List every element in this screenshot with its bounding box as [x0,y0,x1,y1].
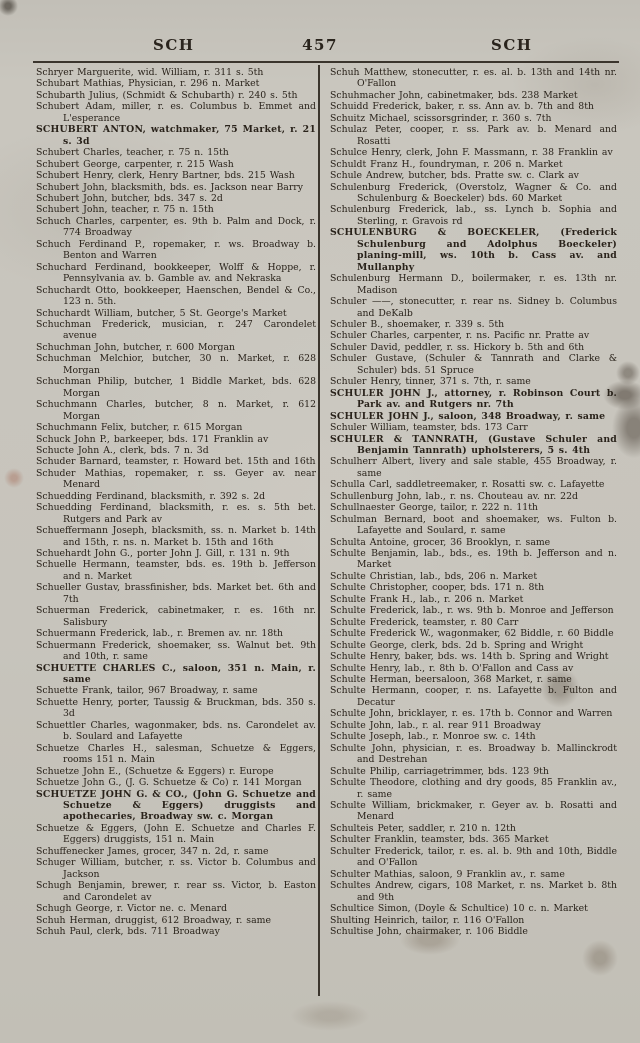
directory-entry: SCHULER JOHN J., saloon, 348 Broadway, r. same [330,410,606,422]
directory-entry: Schulte Henry, lab., r. 8th b. O'Fallon and Cass av [330,662,574,674]
directory-entry: SCHUBERT ANTON, watchmaker, 75 Market, r. 21 s. 3d [36,124,316,147]
directory-entry: Schuler ——, stonecutter, r. rear ns. Sidney b. Columbus and DeKalb [330,296,617,319]
directory-entry: Schubert Henry, clerk, Henry Bartner, bds. 215 Wash [36,170,295,182]
directory-entry: Schulte Frederick, lab., r. ws. 9th b. Monroe and Jefferson [330,605,614,617]
directory-entry: Schuch Charles, carpenter, es. 9th b. Palm and Dock, r. 774 Broadway [36,215,316,239]
directory-entry: Schueller Gustav, brassfinisher, bds. Market bet. 6th and 7th [36,582,316,605]
directory-entry: Schuger William, butcher, r. ss. Victor b. Columbus and Jackson [36,857,316,880]
directory-entry: Schulte Henry, baker, bds. ws. 14th b. Spring and Wright [330,651,609,663]
directory-entry: Schullnaester George, tailor, r. 222 n. 11th [330,502,538,514]
directory-entry: Schulte William, brickmaker, r. Geyer av. b. Rosatti and Menard [330,800,617,823]
directory-entry: Schuldt Franz H., foundryman, r. 206 n. Market [330,158,563,170]
directory-entry: Schulte George, clerk, bds. 2d b. Spring and Wright [330,639,584,651]
directory-entry: SCHUETZE JOHN G. & CO., (John G. Schuetze and Schuetze & Eggers) druggists and apothecaries, Broadway sw. c. Morgan [36,788,316,823]
directory-entry: Schuder Mathias, ropemaker, r. ss. Geyer av. near Menard [36,467,316,491]
directory-entry: Schulte John, physician, r. es. Broadway b. Mallinckrodt and Destrehan [330,742,617,766]
directory-entry: Schulte Theodore, clothing and dry goods, 85 Franklin av., r. same [330,777,617,800]
page-header [0,36,640,60]
directory-entry: Schulte Frederick W., wagonmaker, 62 Biddle, r. 60 Biddle [330,628,614,640]
directory-entry: Schulenburg Hermann D., boilermaker, r. es. 13th nr. Madison [330,273,617,296]
directory-entry: Schulta Antoine, grocer, 36 Brooklyn, r. same [330,536,551,548]
directory-entry: Schuler B., shoemaker, r. 339 s. 5th [330,318,505,330]
directory-entry: Schueffermann Joseph, blacksmith, ss. n. Market b. 14th and 15th, r. ns. n. Market b. 15th and 16th [36,525,316,548]
directory-entry: Schuettler Charles, wagonmaker, bds. ns. Carondelet av. b. Soulard and Lafayette [36,719,316,743]
directory-entry: Schuchardt William, butcher, 5 St. George's Market [36,307,287,319]
directory-entry: Schulte Christian, lab., bds, 206 n. Market [330,570,538,582]
directory-entry: Schulenburg Frederick, (Overstolz, Wagner & Co. and Schulenburg & Boeckeler) bds. 60 Market [330,181,617,204]
directory-entry: Schullenburg John, lab., r. ns. Chouteau av. nr. 22d [330,490,578,502]
column-divider-rule [318,65,320,996]
directory-entry: Schulte Philip, carriagetrimmer, bds. 123 9th [330,765,549,777]
directory-entry: Schulte Benjamin, lab., bds., es. 19th b. Jefferson and n. Market [330,548,617,571]
directory-entry: Schuler Henry, tinner, 371 s. 7th, r. same [330,376,531,388]
directory-entry: Schuchmann Charles, butcher, 8 n. Market, r. 612 Morgan [36,399,316,422]
directory-entry: Schulte John, bricklayer, r. es. 17th b. Connor and Warren [330,708,613,720]
directory-entry: Schultes Andrew, cigars, 108 Market, r. ns. Market b. 8th and 9th [330,880,617,903]
directory-entry: Schulce Henry, clerk, John F. Massmann, r. 38 Franklin av [330,147,613,159]
directory-entry: Schuchman John, butcher, r. 600 Morgan [36,341,236,353]
directory-entry: SCHULER & TANNRATH, (Gustave Schuler and Benjamin Tannrath) upholsterers, 5 s. 4th [330,433,617,456]
directory-entry: Schulter Franklin, teamster, bds. 365 Market [330,834,549,846]
section-heading-right: SCH [491,36,533,54]
directory-entry: Schucte John A., clerk, bds. 7 n. 3d [36,444,209,456]
directory-entry: Schuchman Philip, butcher, 1 Biddle Market, bds. 628 Morgan [36,376,316,399]
directory-entry: Schuetze Charles H., salesman, Schuetze & Eggers, rooms 151 n. Main [36,742,316,766]
directory-entry: Schuermann Frederick, lab., r. Bremen av. nr. 18th [36,628,283,640]
directory-entry: Schugh George, r. Victor ne. c. Menard [36,903,228,915]
directory-entry: Schuchman Melchior, butcher, 30 n. Market, r. 628 Morgan [36,353,316,376]
directory-entry: Schubert John, butcher, bds. 347 s. 2d [36,192,223,204]
directory-entry: SCHULENBURG & BOECKELER, (Frederick Schulenburg and Adolphus Boeckeler) planing-mill, ws. 10th b. Cass av. and Mullanphy [330,227,617,273]
page-number: 457 [302,36,338,54]
directory-entry: Schulte Christopher, cooper, bds. 171 n. 8th [330,582,545,594]
directory-entry: Schuck John P., barkeeper, bds. 171 Franklin av [36,433,269,445]
directory-entry: Schuder Barnard, teamster, r. Howard bet. 15th and 16th [36,456,316,468]
directory-entry: Schuedding Ferdinand, blacksmith, r. es. s. 5th bet. Rutgers and Park av [36,502,316,525]
directory-entry: Schuermann Frederick, shoemaker, ss. Walnut bet. 9th and 10th, r. same [36,639,316,663]
directory-entry: Schulter Mathias, saloon, 9 Franklin av., r. same [330,868,565,880]
directory-entry: Schulla Carl, saddletreemaker, r. Rosatti sw. c. Lafayette [330,479,605,491]
directory-entry: Schulte Frank H., lab., r. 206 n. Market [330,593,524,605]
directory-entry: Schulman Bernard, boot and shoemaker, ws. Fulton b. Lafayette and Soulard, r. same [330,513,617,537]
directory-entry: Schuetze John G., (J. G. Schuetze & Co) r. 141 Morgan [36,777,302,789]
directory-entry: Shulting Heinrich, tailor, r. 116 O'Fallon [330,914,525,926]
directory-entry: Schulte John, lab., r. al. rear 911 Broadway [330,719,541,731]
directory-entry: Schubert John, teacher, r. 75 n. 15th [36,204,214,216]
directory-entry: Schulter Frederick, tailor, r. es. al. b. 9th and 10th, Biddle and O'Fallon [330,845,617,869]
directory-entry: Schubert Charles, teacher, r. 75 n. 15th [36,147,229,159]
directory-entry: SCHULER JOHN J., attorney, r. Robinson Court b. Park av. and Rutgers nr. 7th [330,387,617,411]
directory-entry: Schuette Henry, porter, Taussig & Bruckman, bds. 350 s. 3d [36,696,316,720]
directory-entry: Schugh Benjamin, brewer, r. rear ss. Victor, b. Easton and Carondelet av [36,880,316,903]
directory-entry: Schuehardt John G., porter John J. Gill, r. 131 n. 9th [36,548,290,560]
directory-entry: Schuidd Frederick, baker, r. ss. Ann av. b. 7th and 8th [330,101,594,113]
directory-entry: Schulherr Albert, livery and sale stable, 455 Broadway, r. same [330,456,617,479]
directory-entry: Schuelle Hermann, teamster, bds. es. 19th b. Jefferson and n. Market [36,559,316,582]
directory-entry: Schuler William, teamster, bds. 173 Carr [330,422,528,434]
directory-entry: Schubert Adam, miller, r. es. Columbus b. Emmet and L'esperance [36,101,316,124]
directory-entry: Schuitz Michael, scissorsgrinder, r. 360 s. 7th [330,112,552,124]
directory-entry: Schulte Hermann, cooper, r. ns. Lafayette b. Fulton and Decatur [330,685,617,708]
directory-entry: Schuh Matthew, stonecutter, r. es. al. b. 13th and 14th nr. O'Fallon [330,67,617,90]
directory-entry: Schubert George, carpenter, r. 215 Wash [36,158,234,170]
section-heading-left: SCH [153,36,195,54]
directory-entry: Schuch Ferdinand P., ropemaker, r. ws. Broadway b. Benton and Warren [36,238,316,262]
directory-entry: Schulaz Peter, cooper, r. ss. Park av. b. Menard and Rosatti [330,124,617,147]
directory-entry: Schubarth Julius, (Schmidt & Schubarth) r. 240 s. 5th [36,89,298,101]
directory-entry: Schultise John, chairmaker, r. 106 Biddle [330,925,528,937]
directory-entry: Schule Andrew, butcher, bds. Pratte sw. c. Clark av [330,170,579,182]
directory-entry: Schuchard Ferdinand, bookkeeper, Wolff & Hoppe, r. Pennsylvania av. b. Gamble av. and Nekraska [36,261,316,285]
directory-entry: Schuette Frank, tailor, 967 Broadway, r. same [36,685,258,697]
directory-entry: Schuedding Ferdinand, blacksmith, r. 392 s. 2d [36,490,266,502]
directory-entry: Schuchman Frederick, musician, r. 247 Carondelet avenue [36,318,316,342]
header-rule [33,61,619,63]
directory-entry: Schuler Charles, carpenter, r. ns. Pacific nr. Pratte av [330,330,590,342]
directory-entry: Schuler David, peddler, r. ss. Hickory b. 5th and 6th [330,341,585,353]
directory-entry: Schultice Simon, (Doyle & Schultice) 10 c. n. Market [330,903,588,915]
directory-entry: Schubart Mathias, Physician, r. 296 n. Market [36,78,260,90]
directory-entry: Schryer Marguerite, wid. William, r. 311 s. 5th [36,67,264,78]
directory-entry: Schuffenecker James, grocer, 347 n. 2d, r. same [36,845,269,857]
directory-entry: Schuhmacher John, cabinetmaker, bds. 238 Market [330,89,578,101]
directory-entry: Schuh Paul, clerk, bds. 711 Broadway [36,925,220,937]
directory-entry: Schubert John, blacksmith, bds. es. Jackson near Barry [36,181,303,193]
directory-entry: Schuchmann Felix, butcher, r. 615 Morgan [36,422,243,434]
directory-entry: Schuetze & Eggers, (John E. Schuetze and Charles F. Eggers) druggists, 151 n. Main [36,822,316,846]
directory-entry: Schulteis Peter, saddler, r. 210 n. 12th [330,822,516,834]
directory-entry: Schuchardt Otto, bookkeeper, Haenschen, Bendel & Co., 123 n. 5th. [36,284,316,308]
directory-entry: Schuler Gustave, (Schuler & Tannrath and Clarke & Schuler) bds. 51 Spruce [330,353,617,376]
directory-entry: Schulenburg Frederick, lab., ss. Lynch b. Sophia and Sterling, r. Gravois rd [330,204,617,227]
directory-column-left [36,67,316,937]
directory-entry: Schulte Herman, beersaloon, 368 Market, r. same [330,674,572,686]
directory-entry: Schuetze John E., (Schuetze & Eggers) r. Europe [36,765,274,777]
directory-entry: Schuh Herman, druggist, 612 Broadway, r. same [36,914,271,926]
directory-entry: SCHUETTE CHARLES C., saloon, 351 n. Main, r. same [36,662,316,686]
directory-entry: Schulte Frederick, teamster, r. 80 Carr [330,616,519,628]
directory-entry: Schulte Joseph, lab., r. Monroe sw. c. 14th [330,731,536,743]
directory-entry: Schuerman Frederick, cabinetmaker, r. es. 16th nr. Salisbury [36,605,316,628]
directory-column-right [330,67,617,937]
